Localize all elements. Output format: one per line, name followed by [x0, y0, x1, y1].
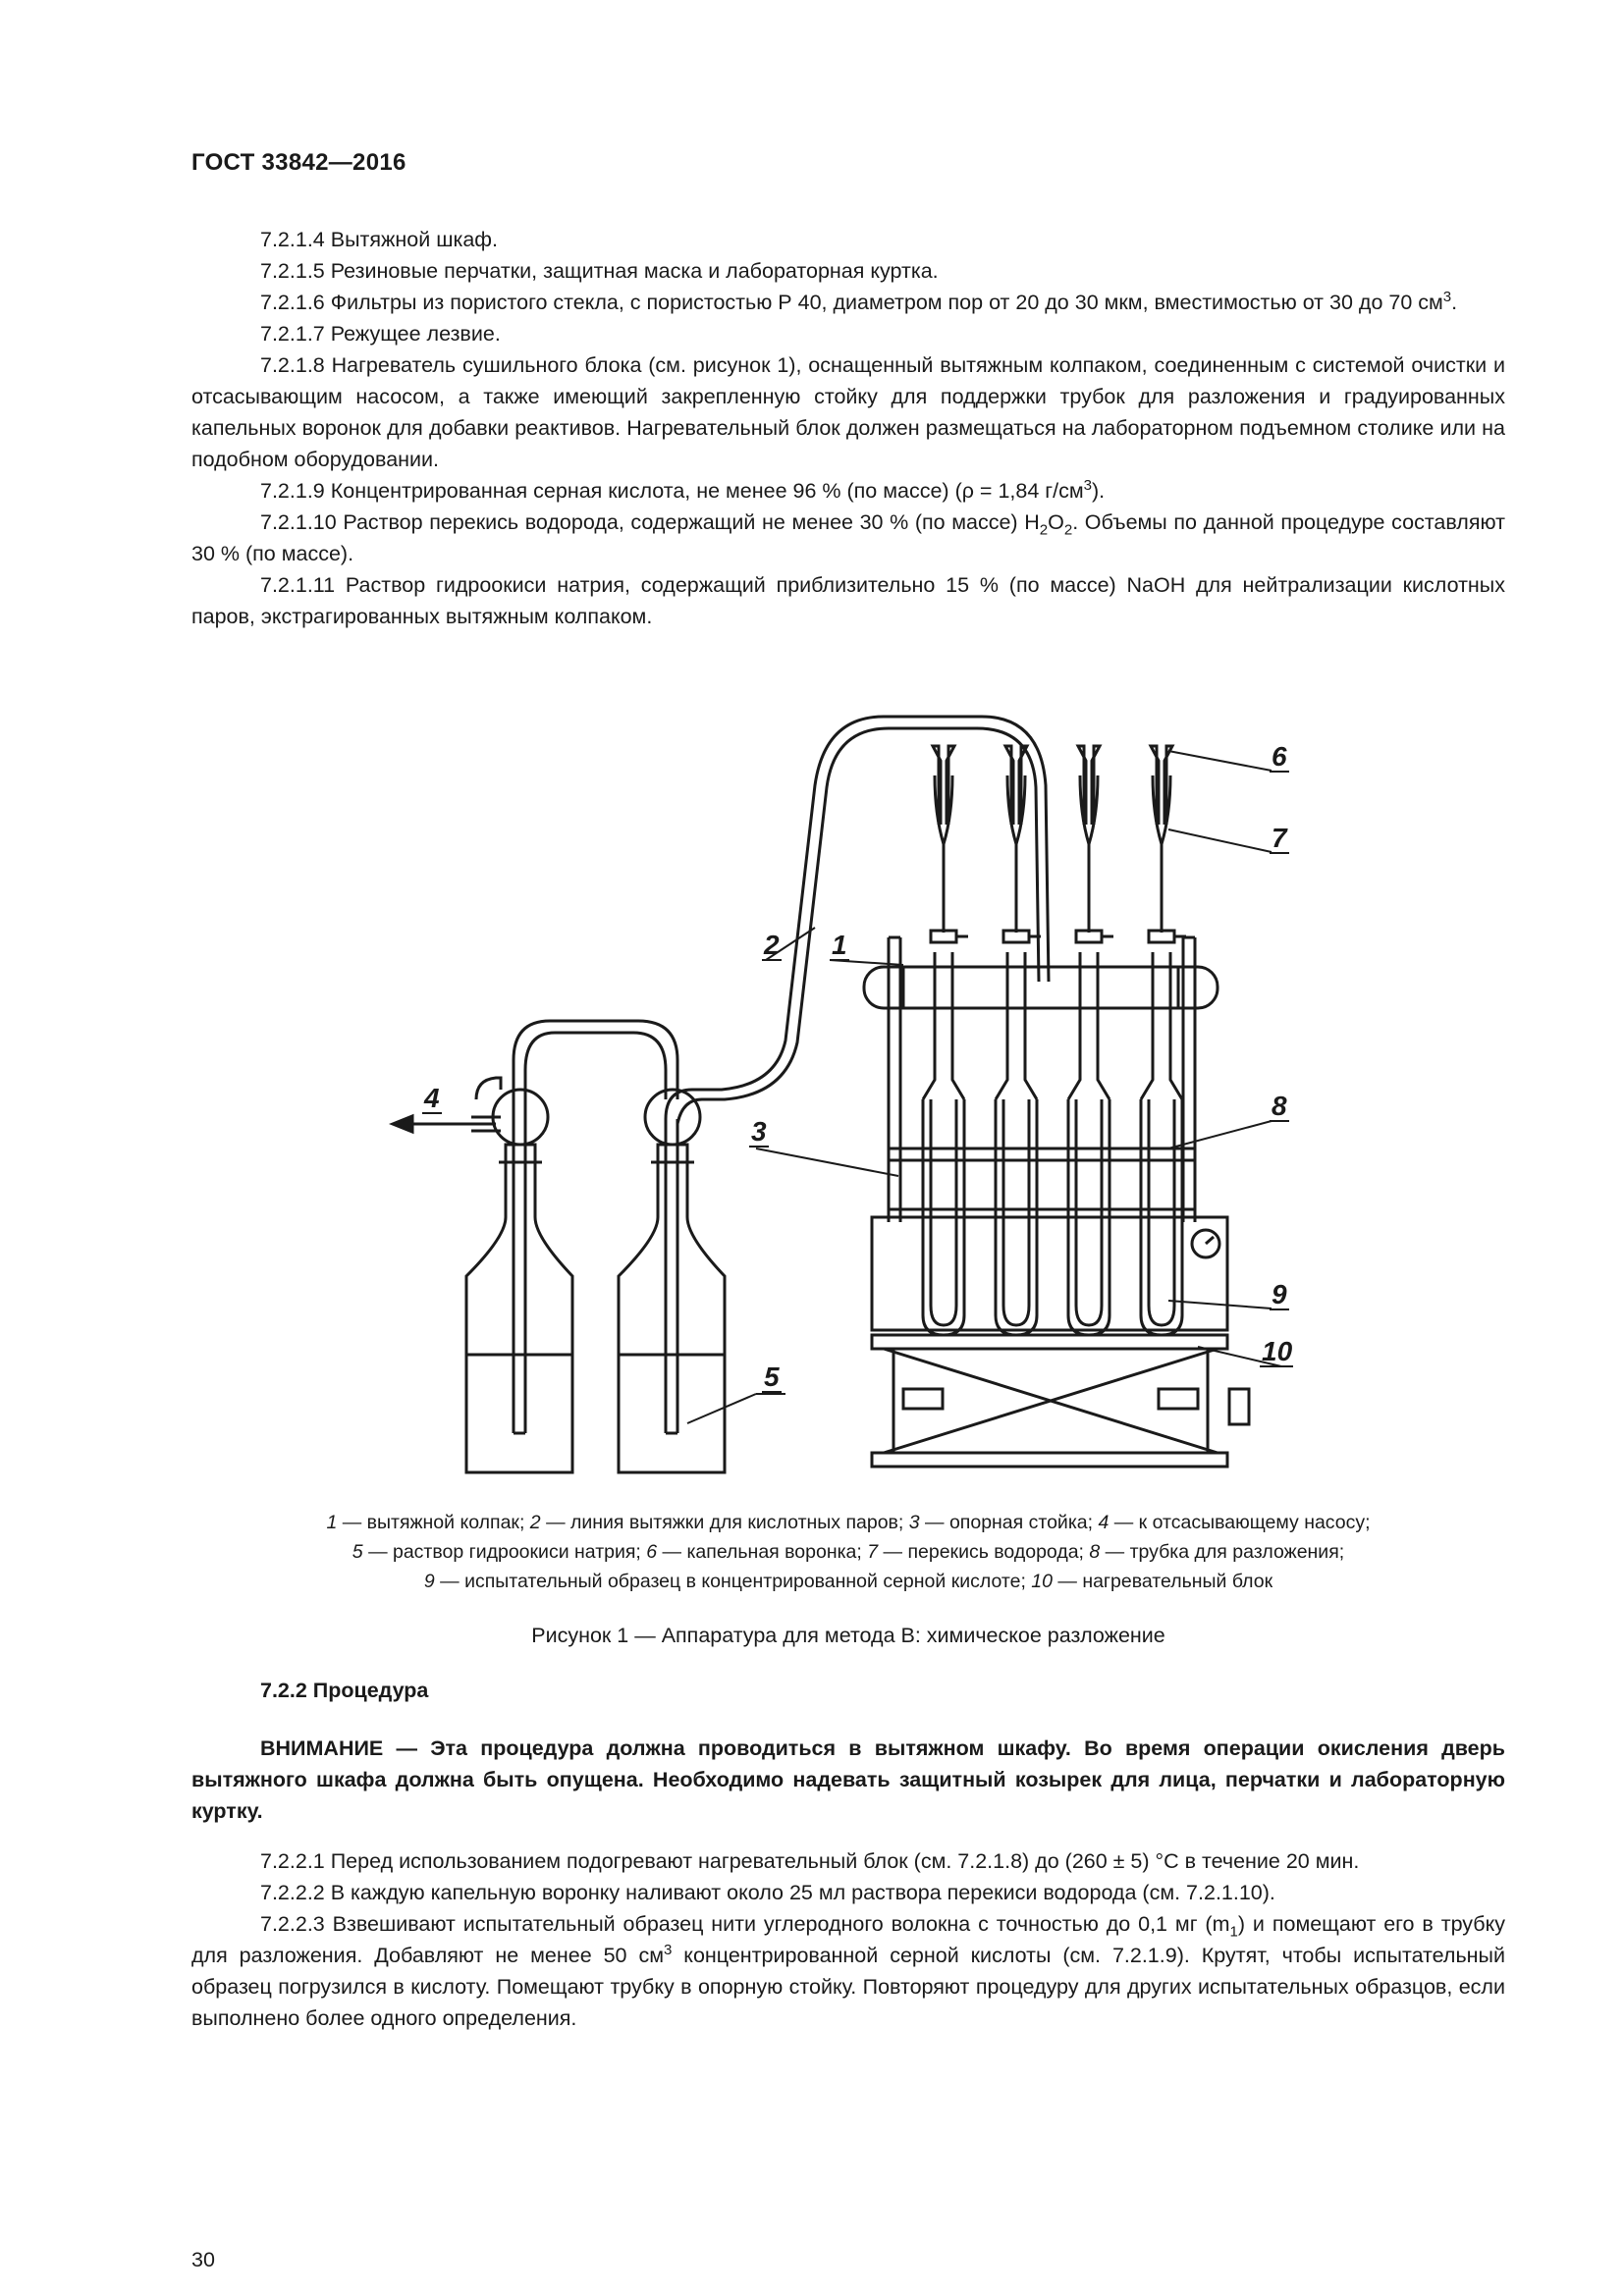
- label-5: 5: [764, 1362, 780, 1392]
- label-6: 6: [1272, 741, 1287, 772]
- paragraph: 7.2.1.11 Раствор гидроокиси натрия, содержащий приблизительно 15 % (по массе) NaOH для нейтрализации кислотных паров, экстрагированных вытяжным колпаком.: [191, 573, 1505, 628]
- paragraph: 7.2.1.8 Нагреватель сушильного блока (см. рисунок 1), оснащенный вытяжным колпаком, соединенным с системой очистки и отсасывающим насосом, а также имеющий закрепленную стойку для поддержки трубок для разложения и градуированных капельных воронок для добавки реактивов. Нагревательный блок должен размещаться на лабораторном подъемном столике или на подобном оборудовании.: [191, 353, 1505, 471]
- section-title: 7.2.2 Процедура: [260, 1679, 429, 1702]
- lifting-table: [872, 1335, 1249, 1467]
- wash-bottle-left: [466, 1078, 572, 1472]
- apparatus-figure: [353, 687, 1296, 1507]
- label-10: 10: [1262, 1336, 1293, 1366]
- label-1: 1: [832, 930, 847, 960]
- paragraph: 7.2.1.6 Фильтры из пористого стекла, с пористостью Р 40, диаметром пор от 20 до 30 мкм, вместимостью от 30 до 70 $см^3$.: [260, 288, 1458, 314]
- paragraph: 7.2.2.2 В каждую капельную воронку наливают около 25 мл раствора перекиси водорода (см. 7.2.1.10).: [260, 1881, 1275, 1904]
- paragraph: 7.2.2.1 Перед использованием подогревают нагревательный блок (см. 7.2.1.8) до (260 ± 5) °С в течение 20 мин.: [260, 1849, 1360, 1873]
- tube-set-2: [996, 746, 1041, 1335]
- paragraph: 7.2.1.5 Резиновые перчатки, защитная маска и лабораторная куртка.: [260, 259, 939, 283]
- pump-arrow: [393, 1116, 501, 1132]
- figure-legend: [191, 1508, 1505, 1596]
- warning-text: ВНИМАНИЕ — Эта процедура должна проводиться в вытяжном шкафу. Во время операции окисления дверь вытяжного шкафа должна быть опущена. Необходимо надевать защитный козырек для лица, перчатки и лабораторную куртку.: [191, 1736, 1505, 1823]
- label-2: 2: [764, 930, 780, 960]
- tube-set-1: [923, 746, 968, 1335]
- paragraph: 7.2.1.9 Концентрированная серная кислота, не менее 96 % (по массе) (ρ = 1,84 $г/см^3$).: [260, 476, 1106, 503]
- apparatus-diagram: [353, 687, 1296, 1502]
- legend-line: 9 — испытательный образец в концентрированной серной кислоте; 10 — нагревательный блок: [423, 1571, 1273, 1592]
- paragraph: 7.2.1.4 Вытяжной шкаф.: [260, 228, 498, 251]
- figure-caption: Рисунок 1 — Аппаратура для метода В: химическое разложение: [531, 1624, 1165, 1647]
- label-8: 8: [1272, 1091, 1287, 1121]
- tube-set-3: [1068, 746, 1113, 1335]
- paragraph: 7.2.1.7 Режущее лезвие.: [260, 322, 501, 346]
- label-7: 7: [1272, 823, 1287, 853]
- document-header: ГОСТ 33842—2016: [191, 149, 406, 176]
- paragraphs-top: [191, 224, 1505, 632]
- label-9: 9: [1272, 1279, 1287, 1309]
- page-number: 30: [191, 2248, 215, 2271]
- paragraph: 7.2.2.3 Взвешивают испытательный образец нити углеродного волокна с точностью до 0,1 мг $(m_1)$ и помещают его в трубку для разложения. Добавляют не менее 50 $см^3$ концентрированной серной кислоты (см. 7.2.1.9). Крутят, чтобы испытательный образец погрузился в кислоту. Помещают трубку в опорную стойку. Повторяют процедуру для других испытательных образцов, если выполнено более одного определения.: [191, 1912, 1505, 2030]
- label-4: 4: [424, 1083, 440, 1113]
- extraction-line: [666, 717, 1049, 1119]
- fume-hood: [864, 967, 1218, 1008]
- leader-lines: [687, 751, 1281, 1423]
- label-3: 3: [751, 1116, 767, 1147]
- paragraphs-bottom: [191, 1845, 1505, 2034]
- tube-set-4: [1141, 746, 1186, 1335]
- warning-block: [191, 1733, 1505, 1827]
- legend-line: 5 — раствор гидроокиси натрия; 6 — капельная воронка; 7 — перекись водорода; 8 — трубка для разложения;: [352, 1541, 1345, 1563]
- legend-line: 1 — вытяжной колпак; 2 — линия вытяжки для кислотных паров; 3 — опорная стойка; 4 — к отсасывающему насосу;: [326, 1512, 1371, 1533]
- paragraph: 7.2.1.10 Раствор перекись водорода, содержащий не менее 30 % (по массе) $H_2O_2$. Объемы по данной процедуре составляют 30 % (по массе).: [191, 510, 1505, 565]
